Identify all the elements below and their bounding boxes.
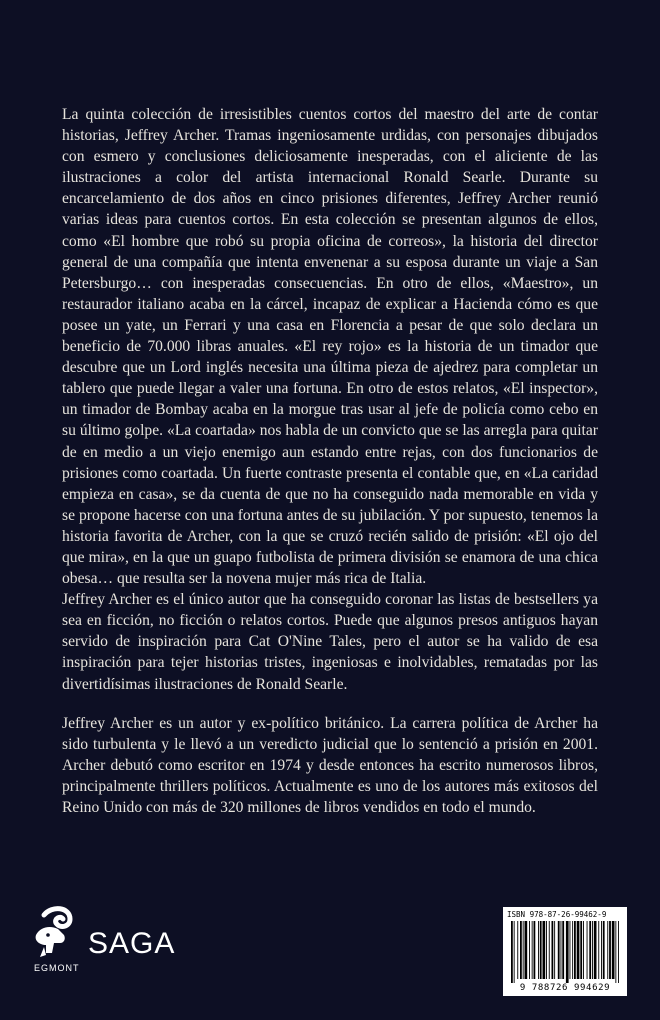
barcode-bar — [612, 921, 615, 979]
barcode-bar — [594, 921, 597, 979]
barcode-bar — [546, 921, 547, 979]
barcode-bar — [552, 921, 554, 979]
barcode-bar — [549, 921, 550, 979]
barcode-bar — [543, 921, 546, 979]
barcode-bar — [517, 921, 518, 979]
publisher-logo — [30, 905, 180, 975]
barcode-bar — [574, 921, 576, 979]
goat-icon — [30, 905, 86, 961]
publisher-imprint: EGMONT — [34, 963, 80, 973]
isbn-label: ISBN 978-87-26-99462-9 — [507, 910, 607, 919]
barcode-bar — [583, 921, 584, 979]
author-praise-paragraph: Jeffrey Archer es el único autor que ha conseguido coronar las listas de bestsellers ya sea en ficción, no ficción o relatos cortos. Puede que algunos presos antiguos hayan servido de inspiración para Cat O'Nine Tales, pero el autor se ha valido de esa inspiración para tejer historias tristes, ingeniosas e inolvidables, rematadas por las divertidísimas ilustraciones de Ronald Searle. — [62, 591, 598, 693]
barcode-bar — [589, 921, 591, 979]
barcode-bar — [609, 921, 611, 979]
barcode-bar — [577, 921, 580, 979]
barcode-bar — [603, 921, 605, 979]
barcode-bar — [534, 921, 536, 979]
barcode-digits: 9 788726 994629 — [519, 983, 611, 993]
barcode-bar — [525, 921, 528, 979]
barcode-bar — [554, 921, 555, 979]
barcode-bar — [520, 921, 522, 979]
barcode-bar — [540, 921, 542, 979]
barcode-bar — [562, 921, 564, 979]
barcode-bar — [572, 921, 573, 979]
barcode-bar — [561, 921, 562, 979]
barcode-bar — [532, 921, 533, 979]
barcode-bar — [523, 921, 524, 979]
barcode-bar — [529, 921, 530, 979]
publisher-name: SAGA — [88, 927, 176, 960]
barcode-bar — [566, 921, 569, 983]
barcode-bar — [592, 921, 593, 979]
barcode-bar — [598, 921, 599, 979]
isbn-barcode — [503, 907, 627, 996]
back-cover-blurb — [62, 104, 598, 818]
barcode-bar — [511, 921, 513, 983]
barcode-bar — [514, 921, 515, 983]
barcode-bar — [570, 921, 571, 979]
synopsis-paragraph: La quinta colección de irresistibles cuentos cortos del maestro del arte de contar historias, Jeffrey Archer. Tramas ingeniosamente urdidas, con personajes dibujados con esmero y conclusiones deliciosamente inesperadas, con el aliciente de las ilustraciones a color del artista internacional Ronald Searle. Durante su encarcelamiento de dos años en cinco prisiones diferentes, Jeffrey Archer reunió varias ideas para cuentos cortos. En esta colección se presentan algunos de ellos, como «El hombre que robó su propia oficina de correos», la historia del director general de una compañía que intenta envenenar a su esposa durante un viaje a San Petersburgo… con inesperadas consecuencias. En otro de ellos, «Maestro», un restaurador italiano acaba en la cárcel, incapaz de explicar a Hacienda cómo es que posee un yate, un Ferrari y una casa en Florencia a pesar de que solo declara un beneficio de 70.000 libras anuales. «El rey rojo» es la historia de un timador que descubre que un Lord inglés necesita una última pieza de ajedrez para completar un tablero que puede llegar a valer una fortuna. En otro de estos relatos, «El inspector», un timador de Bombay acaba en la morgue tras usar al jefe de policía como cebo en su último golpe. «La coartada» nos habla de un convicto que se las arregla para quitar de en medio a un viejo enemigo aun estando entre rejas, con dos funcionarios de prisiones como coartada. Un fuerte contraste presenta el contable que, en «La caridad empieza en casa», se da cuenta de que no ha conseguido nada memorable en vida y se propone hacerse con una fortuna antes de su jubilación. Y por supuesto, tenemos la historia favorita de Archer, con la que se cruzó recién salido de prisión: «El ojo del que mira», en la que un guapo futbolista de primera división se enamora de una chica obesa… que resulta ser la novena mujer más rica de Italia. — [62, 106, 598, 588]
barcode-bar — [618, 921, 619, 983]
barcode-bar — [558, 921, 560, 979]
barcode-bar — [607, 921, 608, 979]
author-bio-paragraph: Jeffrey Archer es un autor y ex-político británico. La carrera política de Archer ha sido turbulenta y le llevó a un veredicto judicial que lo sentenció a prisión en 2001. Archer debutó como escritor en 1974 y desde entonces ha escrito numerosos libros, principalmente thrillers políticos. Actualmente es uno de los autores más exitosos del Reino Unido con más de 320 millones de libros vendidos en todo el mundo. — [62, 714, 598, 816]
barcode-bars — [511, 921, 619, 983]
barcode-bar — [587, 921, 588, 979]
barcode-bar — [615, 921, 616, 983]
barcode-bar — [580, 921, 582, 979]
barcode-bar — [601, 921, 602, 979]
barcode-bar — [538, 921, 539, 979]
